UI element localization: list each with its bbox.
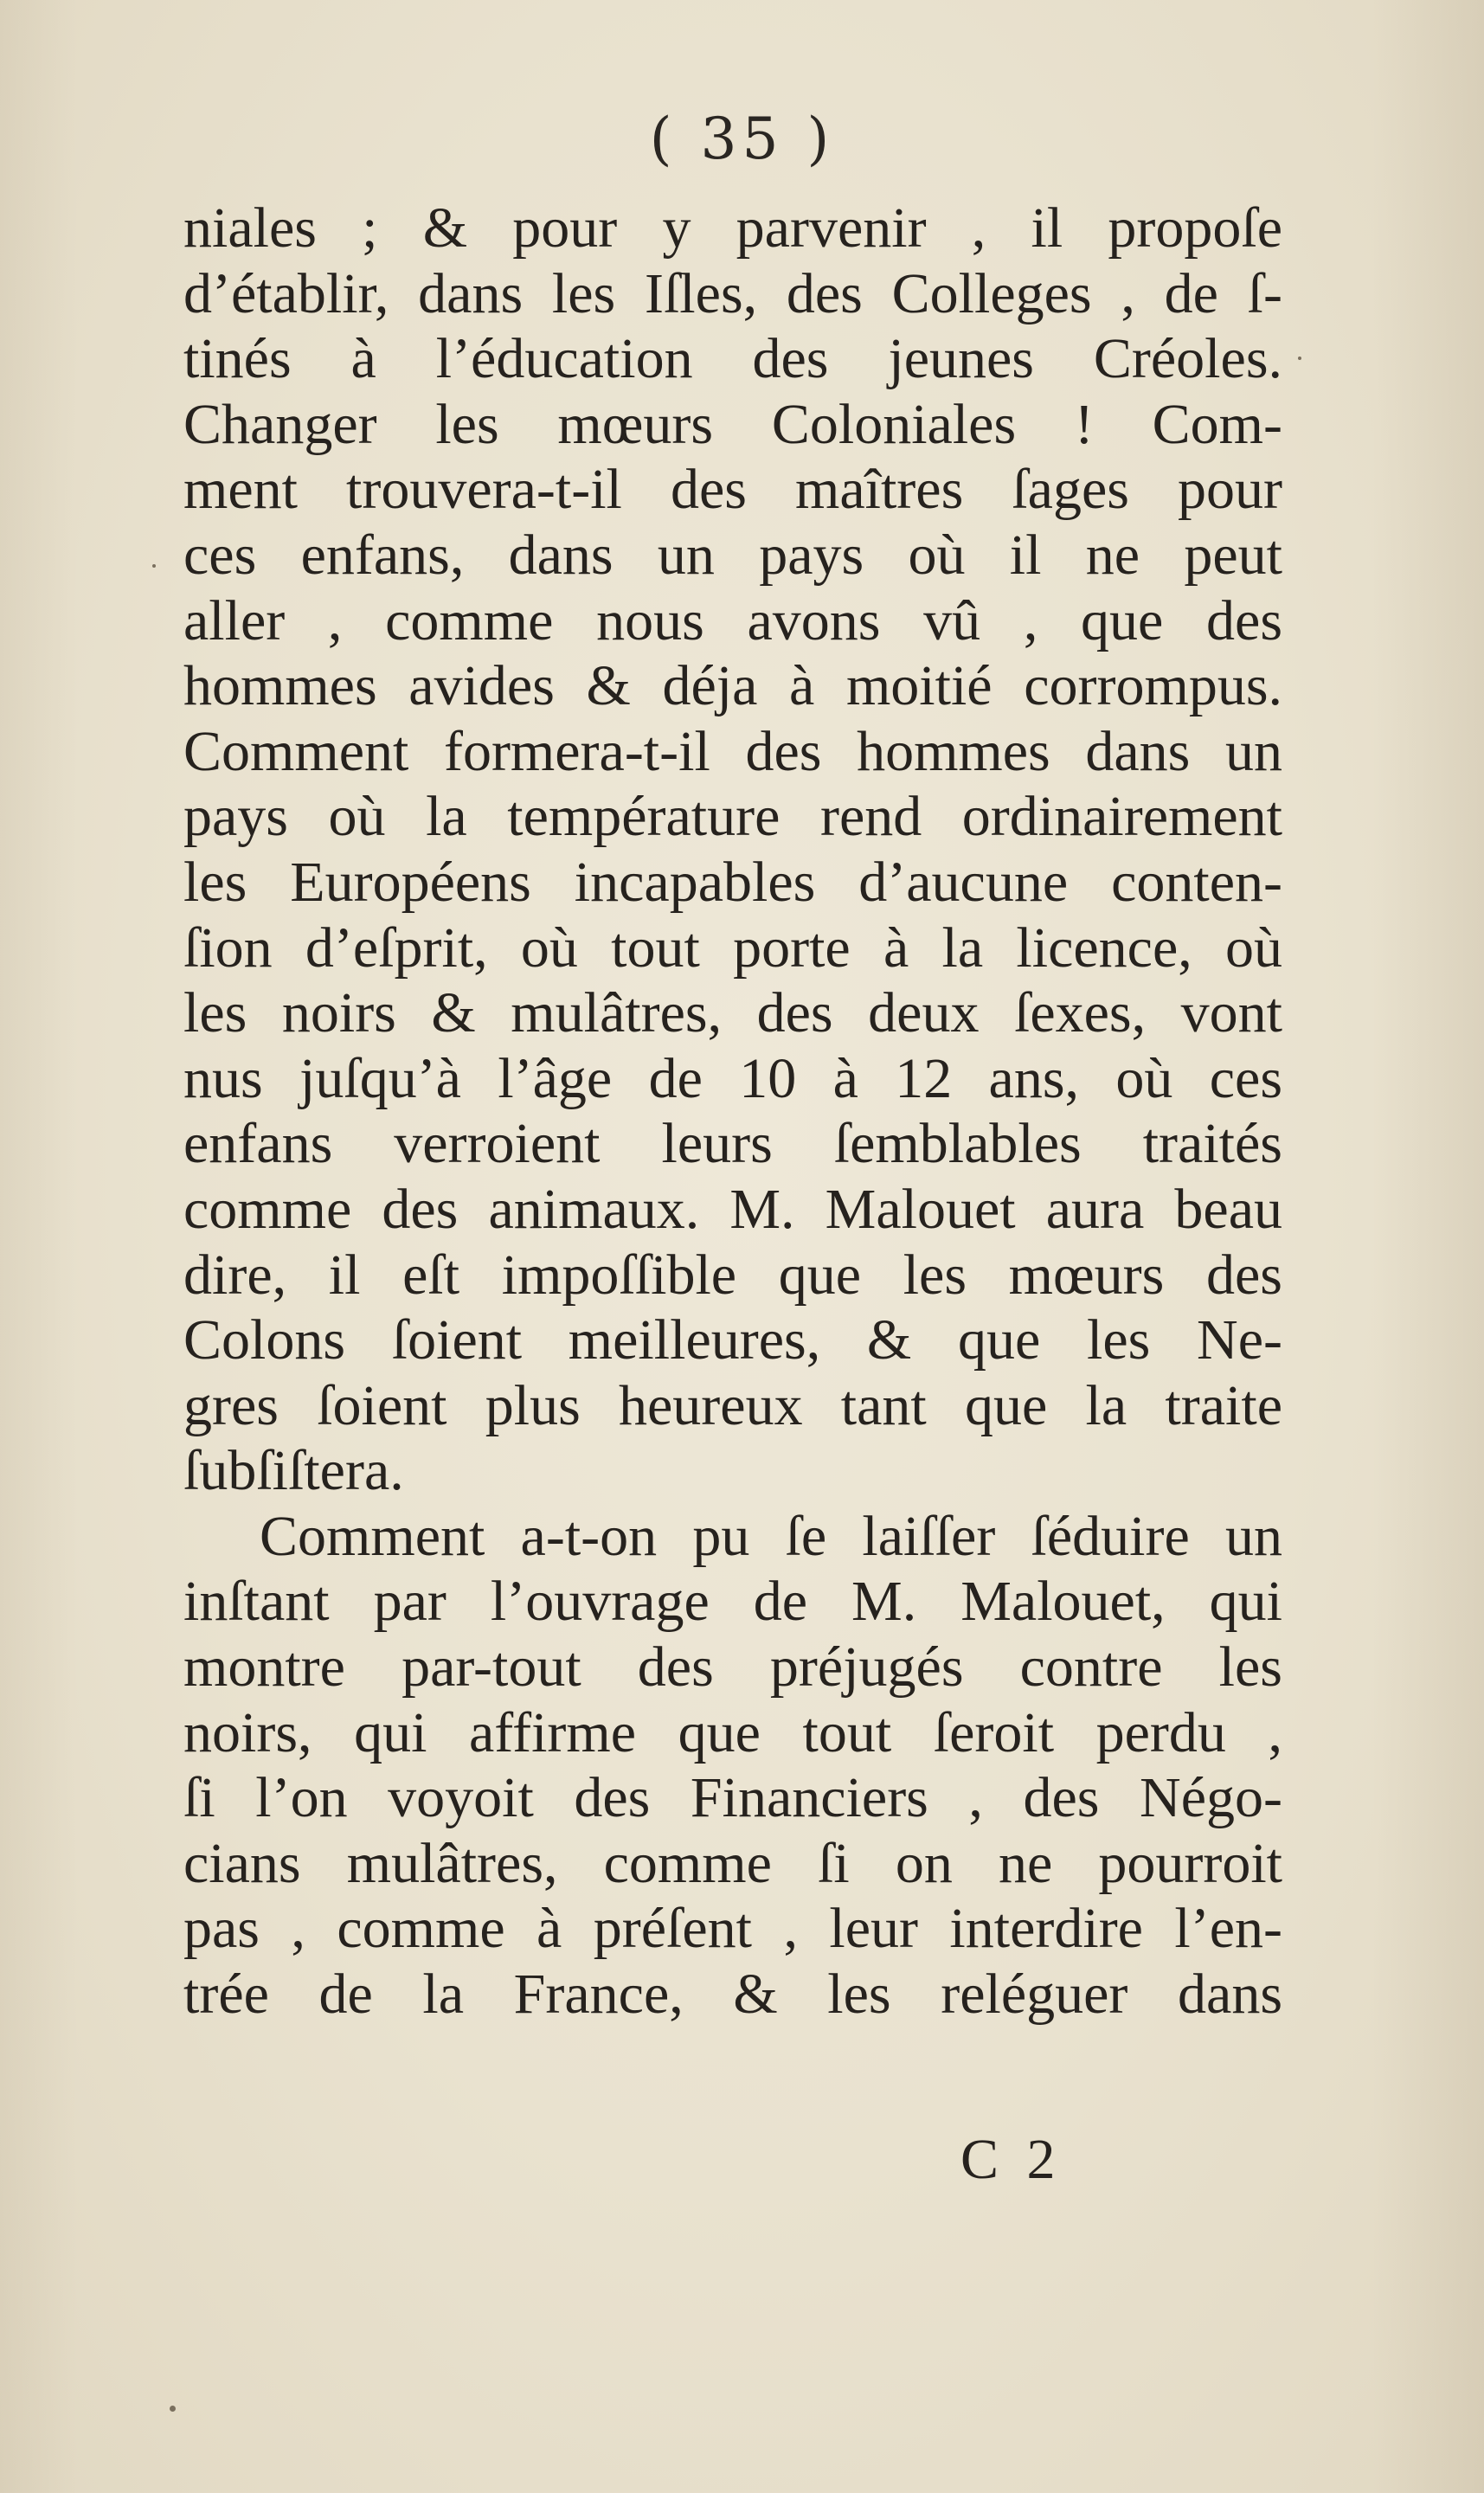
text-line: enfans verroient leurs ſemblables traités (183, 1112, 1282, 1176)
text-line: aller , comme nous avons vû , que des (183, 588, 1282, 652)
text-line: montre par-tout des préjugés contre les (183, 1635, 1282, 1699)
paper-speck (152, 564, 156, 568)
text-line: ſubſiſtera. (183, 1439, 404, 1503)
text-line: Comment a-t-on pu ſe laiſſer ſéduire un (260, 1504, 1282, 1568)
text-line: cians mulâtres, comme ſi on ne pourroit (183, 1831, 1282, 1895)
text-line: trée de la France, & les reléguer dans (183, 1963, 1282, 2027)
paper-speck (1298, 357, 1301, 360)
text-line: tinés à l’éducation des jeunes Créoles. (183, 327, 1282, 391)
text-line: pays où la température rend ordinairement (183, 785, 1282, 849)
text-line: comme des animaux. M. Malouet aura beau (183, 1177, 1282, 1241)
text-line: ſion d’eſprit, où tout porte à la licence, où (183, 916, 1282, 980)
text-line: les Européens incapables d’aucune conten- (183, 850, 1282, 914)
gutter-shadow (0, 0, 78, 2493)
text-line: gres ſoient plus heureux tant que la traite (183, 1373, 1282, 1437)
text-line: dire, il eſt impoſſible que les mœurs des (183, 1243, 1282, 1307)
text-line: hommes avides & déja à moitié corrompus. (183, 654, 1282, 718)
text-line: Changer les mœurs Coloniales ! Com- (183, 392, 1282, 456)
paper-speck (170, 2406, 176, 2412)
text-line: ſi l’on voyoit des Financiers , des Négo- (183, 1766, 1282, 1830)
body-text (183, 196, 1282, 2027)
text-line: Comment formera-t-il des hommes dans un (183, 719, 1282, 783)
text-line: d’établir, dans les Iſles, des Colleges , de ſ- (183, 261, 1282, 325)
text-line: ment trouvera-t-il des maîtres ſages pour (183, 458, 1282, 522)
text-line: ces enfans, dans un pays où il ne peut (183, 523, 1282, 587)
page-edge-shadow (1372, 0, 1484, 2493)
page-number: ( 35 ) (649, 106, 835, 172)
text-line: les noirs & mulâtres, des deux ſexes, vont (183, 981, 1282, 1045)
text-line: Colons ſoient meilleures, & que les Ne- (183, 1308, 1282, 1372)
text-line: nus juſqu’à l’âge de 10 à 12 ans, où ces (183, 1046, 1282, 1110)
text-line: inſtant par l’ouvrage de M. Malouet, qui (183, 1570, 1282, 1634)
signature-mark: C 2 (960, 2128, 1063, 2191)
text-line: pas , comme à préſent , leur interdire l’en- (183, 1897, 1282, 1961)
text-line: noirs, qui affirme que tout ſeroit perdu , (183, 1700, 1282, 1764)
text-line: niales ; & pour y parvenir , il propoſe (183, 196, 1282, 260)
